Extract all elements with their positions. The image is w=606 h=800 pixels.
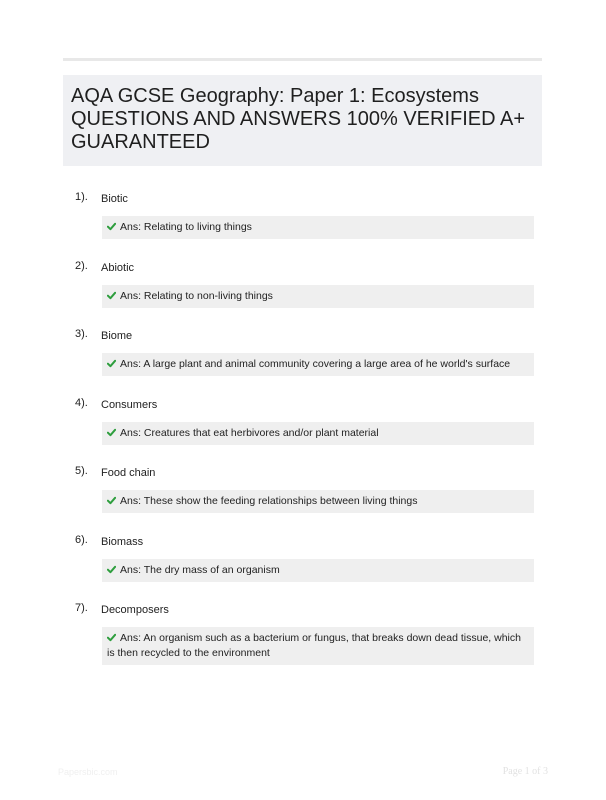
question-number: 2). xyxy=(75,260,88,272)
page-number: Page 1 of 3 xyxy=(502,766,548,777)
page-title: AQA GCSE Geography: Paper 1: Ecosystems QUESTIONS AND ANSWERS 100% VERIFIED A+ GUARANTEED xyxy=(71,85,526,153)
top-divider xyxy=(63,58,542,61)
answer-text: Ans: An organism such as a bacterium or fungus, that breaks down dead tissue, which is then recycled to the environment xyxy=(107,632,521,659)
check-icon xyxy=(107,291,116,300)
check-icon xyxy=(107,222,116,231)
question-text: Biome xyxy=(101,330,133,342)
check-icon xyxy=(107,359,116,368)
answer-text: Ans: A large plant and animal community covering a large area of he world's surface xyxy=(120,358,511,370)
answer-box xyxy=(102,285,534,308)
answer-text: Ans: The dry mass of an organism xyxy=(120,564,280,576)
question-text: Biomass xyxy=(101,536,144,548)
question-number: 4). xyxy=(75,397,88,409)
answer-text: Ans: Relating to living things xyxy=(120,221,252,233)
answer-text: Ans: Creatures that eat herbivores and/or plant material xyxy=(120,427,379,439)
answer-text: Ans: These show the feeding relationships between living things xyxy=(120,495,418,507)
title-banner xyxy=(63,75,542,166)
answer-box xyxy=(102,627,534,665)
question-text: Abiotic xyxy=(101,262,135,274)
answer-text: Ans: Relating to non-living things xyxy=(120,290,273,302)
check-icon xyxy=(107,565,116,574)
question-number: 3). xyxy=(75,328,88,340)
question-number: 6). xyxy=(75,534,88,546)
answer-box xyxy=(102,353,534,376)
footer-watermark: Papersbic.com xyxy=(58,767,118,777)
answer-box xyxy=(102,422,534,445)
answer-box xyxy=(102,490,534,513)
check-icon xyxy=(107,428,116,437)
question-text: Consumers xyxy=(101,399,158,411)
check-icon xyxy=(107,496,116,505)
answer-box xyxy=(102,559,534,582)
question-number: 7). xyxy=(75,602,88,614)
question-text: Biotic xyxy=(101,193,128,205)
question-text: Decomposers xyxy=(101,604,169,616)
check-icon xyxy=(107,633,116,642)
question-number: 1). xyxy=(75,191,88,203)
answer-box xyxy=(102,216,534,239)
question-number: 5). xyxy=(75,465,88,477)
question-text: Food chain xyxy=(101,467,156,479)
